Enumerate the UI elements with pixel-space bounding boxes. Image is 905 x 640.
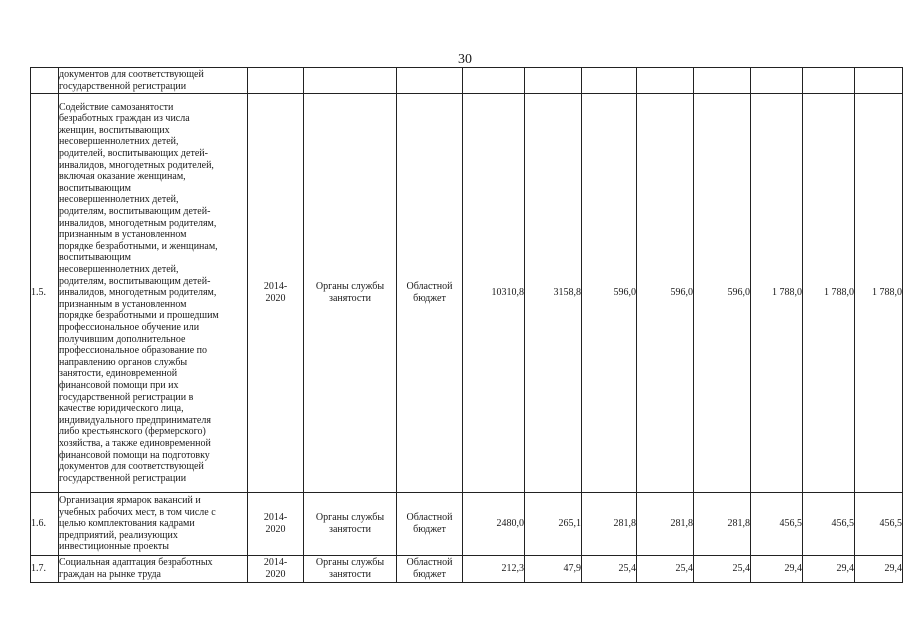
row-number: 1.6. [31, 493, 59, 556]
value-cell: 1 788,0 [855, 94, 903, 493]
measure-description: документов для соответствующей государственной регистрации [59, 68, 248, 94]
value-cell [582, 68, 637, 94]
row-number [31, 68, 59, 94]
executor-cell [304, 68, 397, 94]
value-cell [525, 68, 582, 94]
value-cell: 1 788,0 [751, 94, 803, 493]
table-row [31, 68, 903, 94]
value-cell [637, 68, 694, 94]
page-number: 30 [458, 52, 472, 67]
value-total [463, 68, 525, 94]
row-number: 1.5. [31, 94, 59, 493]
value-cell: 281,8 [694, 493, 751, 556]
value-cell: 456,5 [751, 493, 803, 556]
executor-cell: Органы службы занятости [304, 493, 397, 556]
value-cell: 3158,8 [525, 94, 582, 493]
value-cell: 25,4 [582, 556, 637, 583]
value-cell: 47,9 [525, 556, 582, 583]
value-cell: 456,5 [855, 493, 903, 556]
value-cell [751, 68, 803, 94]
value-cell: 596,0 [694, 94, 751, 493]
measure-description: Организация ярмарок вакансий и учебных рабочих мест, в том числе с целью комплектования кадрами предприятий, реализующих инвестиционные проекты [59, 493, 248, 556]
funding-source-cell: Областной бюджет [397, 556, 463, 583]
value-cell: 265,1 [525, 493, 582, 556]
value-cell: 29,4 [751, 556, 803, 583]
value-cell: 596,0 [582, 94, 637, 493]
measure-description: Социальная адаптация безработных граждан на рынке труда [59, 556, 248, 583]
value-total: 212,3 [463, 556, 525, 583]
executor-cell: Органы службы занятости [304, 94, 397, 493]
value-cell [694, 68, 751, 94]
table-row [31, 556, 903, 583]
value-cell: 456,5 [803, 493, 855, 556]
measure-description: Содействие самозанятости безработных граждан из числа женщин, воспитывающих несовершеннолетних детей, родителей, воспитывающих детей- инвалидов, многодетных родителей, включая оказание женщинам, воспитывающим несовершеннолетних детей, родителям, воспитывающим детей- инвалидов, многодетным родителям, признанным в установленном порядке безработными, и женщинам, воспитывающим несовершеннолетних детей, родителям, воспитывающим детей- инвалидов, многодетным родителям, признанным в установленном порядке безработными и прошедшим профессиональное обучение или получившим дополнительное профессиональное образование по направлению органов службы занятости, единовременной финансовой помощи при их государственной регистрации в качестве юридического лица, индивидуального предпринимателя либо крестьянского (фермерского) хозяйства, а также единовременной финансовой помощи на подготовку документов для соответствующей государственной регистрации [59, 94, 248, 493]
value-cell: 29,4 [803, 556, 855, 583]
funding-source-cell [397, 68, 463, 94]
value-total: 10310,8 [463, 94, 525, 493]
value-cell: 25,4 [694, 556, 751, 583]
executor-cell: Органы службы занятости [304, 556, 397, 583]
funding-source-cell: Областной бюджет [397, 94, 463, 493]
program-measures-table [30, 67, 903, 583]
years-cell: 2014- 2020 [248, 493, 304, 556]
years-cell: 2014- 2020 [248, 94, 304, 493]
value-cell [803, 68, 855, 94]
value-cell [855, 68, 903, 94]
value-cell: 25,4 [637, 556, 694, 583]
years-cell [248, 68, 304, 94]
value-cell: 281,8 [582, 493, 637, 556]
value-cell: 281,8 [637, 493, 694, 556]
value-cell: 596,0 [637, 94, 694, 493]
value-cell: 1 788,0 [803, 94, 855, 493]
value-cell: 29,4 [855, 556, 903, 583]
funding-source-cell: Областной бюджет [397, 493, 463, 556]
value-total: 2480,0 [463, 493, 525, 556]
row-number: 1.7. [31, 556, 59, 583]
years-cell: 2014- 2020 [248, 556, 304, 583]
table-row [31, 94, 903, 493]
table-row [31, 493, 903, 556]
